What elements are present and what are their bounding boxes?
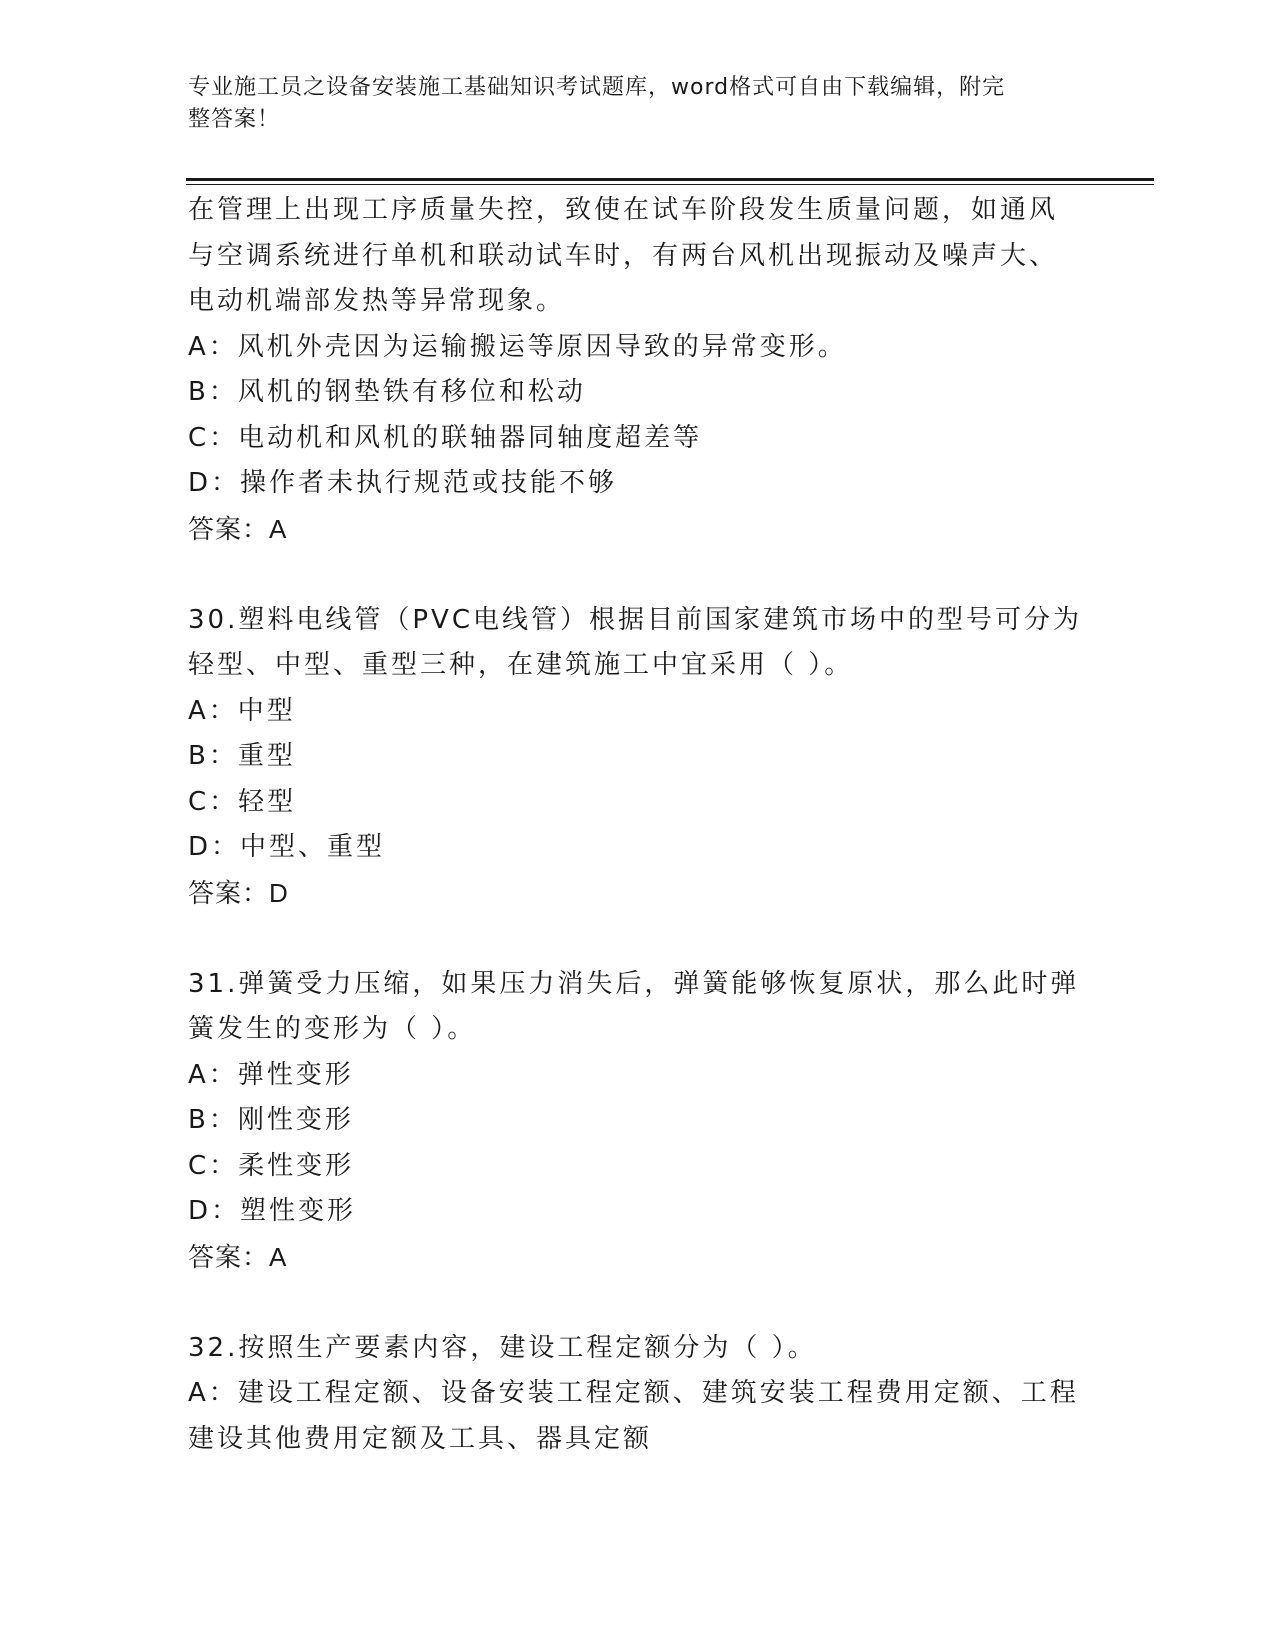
question-content [188, 188, 1088, 1462]
spacer [188, 1280, 1088, 1326]
page-header [188, 72, 1068, 136]
question-stem-line: 30.塑料电线管（PVC电线管）根据目前国家建筑市场中的型号可分为 [188, 604, 1082, 635]
question-29 [188, 188, 1088, 552]
answer-line: 答案：D [188, 877, 289, 908]
header-line-1: 专业施工员之设备安装施工基础知识考试题库，word格式可自由下载编辑，附完 [188, 75, 1006, 100]
question-stem-line: 32.按照生产要素内容，建设工程定额分为（ ）。 [188, 1332, 817, 1363]
option-a: A：建设工程定额、设备安装工程定额、建筑安装工程费用定额、工程 [188, 1378, 1079, 1408]
question-32 [188, 1326, 1088, 1463]
option-c: C：柔性变形 [188, 1150, 355, 1181]
header-rule-thin [186, 184, 1154, 185]
option-d: D：塑性变形 [188, 1196, 357, 1226]
option-d: D：操作者未执行规范或技能不够 [188, 468, 618, 498]
option-b: B：重型 [188, 741, 296, 771]
option-b: B：风机的钢垫铁有移位和松动 [188, 377, 586, 407]
question-stem-line: 轻型、中型、重型三种，在建筑施工中宜采用（ ）。 [188, 650, 854, 680]
option-d: D：中型、重型 [188, 832, 386, 862]
option-a-continued: 建设其他费用定额及工具、器具定额 [188, 1423, 653, 1454]
header-rule-thick [186, 178, 1154, 181]
spacer [188, 552, 1088, 598]
answer-line: 答案：A [188, 1241, 288, 1272]
spacer [188, 916, 1088, 962]
question-stem-line: 电动机端部发热等异常现象。 [188, 286, 566, 316]
question-stem-line: 簧发生的变形为（ ）。 [188, 1014, 477, 1044]
question-stem-line: 与空调系统进行单机和联动试车时，有两台风机出现振动及噪声大、 [188, 240, 1059, 271]
question-stem-line: 在管理上出现工序质量失控，致使在试车阶段发生质量问题，如通风 [188, 195, 1059, 225]
option-c: C：电动机和风机的联轴器同轴度超差等 [188, 422, 703, 453]
option-a: A：风机外壳因为运输搬运等原因导致的异常变形。 [188, 331, 847, 362]
question-stem-line: 31.弹簧受力压缩，如果压力消失后，弹簧能够恢复原状，那么此时弹 [188, 968, 1080, 999]
header-line-2: 整答案！ [188, 107, 281, 132]
option-a: A：中型 [188, 695, 296, 726]
option-b: B：刚性变形 [188, 1105, 354, 1135]
question-30 [188, 598, 1088, 917]
option-a: A：弹性变形 [188, 1059, 354, 1090]
question-31 [188, 962, 1088, 1281]
answer-line: 答案：A [188, 513, 288, 544]
option-c: C：轻型 [188, 786, 297, 817]
